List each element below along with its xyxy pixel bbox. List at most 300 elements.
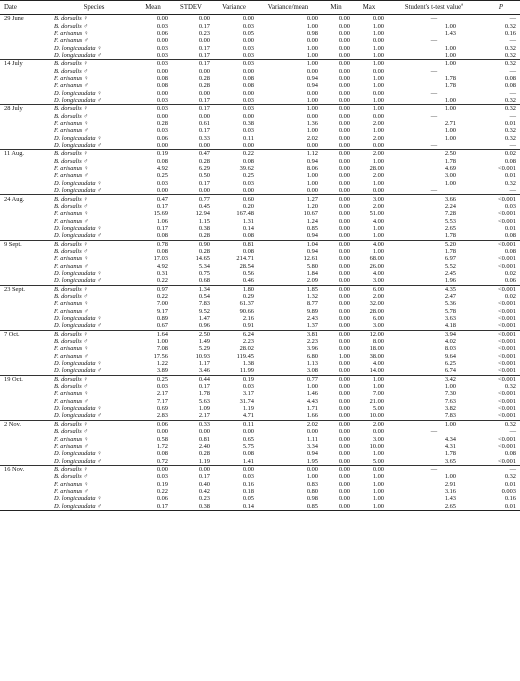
sex-symbol: ♂ [97,142,102,150]
max-cell: 1.00 [372,82,384,90]
table-row [0,277,520,285]
stdev-cell: 12.94 [195,210,210,218]
max-cell: 28.00 [369,307,384,315]
min-cell: 0.00 [338,67,350,75]
max-cell: 14.00 [369,367,384,375]
stdev-cell: 0.17 [170,60,212,68]
species-cell [52,60,136,68]
t-test-cell: 1.96 [444,277,456,285]
species-cell [52,263,136,270]
p-cell: 0.003 [501,487,516,495]
date-cell [0,225,52,232]
max-cell: 28.00 [369,165,384,173]
sex-symbol: ♂ [97,51,102,59]
species-cell [52,195,136,203]
table-row [0,443,520,450]
species-name: F. arisanus [54,262,83,270]
p-cell: <0.001 [498,457,516,465]
mean-cell: 0.00 [156,37,168,45]
max-cell: 32.00 [369,300,384,308]
stdev-cell: 1.78 [198,390,210,398]
species-cell [52,37,136,44]
header-t-test-note: a [461,1,464,7]
max-cell: 2.00 [372,134,384,142]
sex-symbol: ♂ [83,82,89,90]
variance-cell: 0.05 [242,29,254,37]
t-test-cell: 3.66 [386,195,482,203]
variance-cell: 0.03 [242,383,254,391]
t-test-cell: 1.00 [444,127,456,135]
mean-cell: 1.06 [156,217,168,225]
species-cell [52,68,136,75]
min-cell: 0.00 [338,292,350,300]
max-cell: 4.00 [372,269,384,277]
t-test-cell: 1.43 [444,29,456,37]
t-test-cell: 7.30 [444,390,456,398]
species-name: D. longicaudata [54,405,96,413]
t-test-cell: — [430,187,438,195]
p-cell: 0.32 [482,105,520,113]
species-name: D. longicaudata [54,322,96,330]
variance-cell: 4.71 [242,412,254,420]
min-cell: 0.00 [320,420,352,428]
date-cell [0,345,52,352]
species-cell [52,75,136,82]
variance-mean-cell: 0.00 [306,37,318,45]
variance-cell: 119.45 [236,352,254,360]
t-test-cell: 1.43 [444,495,456,503]
variance-mean-cell: 1.32 [306,292,318,300]
variance-cell: 1.80 [212,285,256,293]
p-cell: 0.32 [504,134,516,142]
table-row [0,481,520,488]
date-cell [0,495,52,502]
max-cell: 0.00 [372,112,384,120]
variance-mean-cell: 1.00 [306,44,318,52]
sex-symbol: ♀ [83,240,89,248]
species-name: B. dorsalis [54,420,82,428]
stdev-cell: 2.17 [198,412,210,420]
stdev-cell: 0.28 [198,82,210,90]
species-cell [52,113,136,120]
species-name: D. longicaudata [54,360,96,368]
t-test-cell: 6.97 [444,255,456,263]
min-cell: 0.00 [338,255,350,263]
species-name: B. dorsalis [54,375,82,383]
min-cell: 0.00 [320,330,352,338]
sex-symbol: ♂ [83,22,89,30]
table-row [0,172,520,179]
variance-mean-cell: 0.00 [306,428,318,436]
mean-cell: 4.92 [156,262,168,270]
p-cell: 0.32 [504,179,516,187]
variance-mean-cell: 1.24 [306,217,318,225]
date-cell: 11 Aug. [0,150,52,158]
max-cell: 10.00 [369,442,384,450]
variance-mean-cell: 0.94 [306,157,318,165]
sex-symbol: ♂ [83,67,89,75]
max-cell: 2.00 [372,202,384,210]
t-test-cell: 6.25 [444,360,456,368]
table-row [0,158,520,165]
variance-cell: 167.48 [236,210,254,218]
species-name: F. arisanus [54,255,83,263]
date-cell [0,338,52,345]
min-cell: 0.00 [320,105,352,113]
p-cell: — [482,465,520,473]
table-row [0,165,520,172]
max-cell: 1.00 [372,383,384,391]
mean-cell: 0.00 [156,187,168,195]
mean-cell: 9.17 [156,307,168,315]
species-name: F. arisanus [54,165,83,173]
variance-cell: 0.08 [242,82,254,90]
date-cell [0,30,52,37]
variance-mean-cell: 8.77 [306,300,318,308]
sex-symbol: ♂ [97,367,102,375]
mean-cell: 0.03 [156,383,168,391]
table-row [0,420,520,428]
sex-symbol: ♂ [83,262,89,270]
variance-mean-cell: 3.08 [306,367,318,375]
species-cell [52,180,136,187]
date-cell [0,293,52,300]
variance-cell: 0.08 [242,157,254,165]
variance-cell: 0.91 [242,322,254,330]
stdev-cell: 0.17 [198,51,210,59]
species-name: B. dorsalis [54,428,82,436]
t-test-cell: 1.00 [444,97,456,105]
date-cell [0,127,52,134]
sex-symbol: ♀ [83,210,89,218]
p-cell: <0.001 [498,352,516,360]
max-cell: 1.00 [372,75,384,83]
stdev-cell: 0.42 [198,487,210,495]
stdev-cell: 0.77 [170,195,212,203]
t-test-cell: 4.31 [444,442,456,450]
t-test-cell: 1.00 [386,105,482,113]
p-cell: 0.01 [504,120,516,128]
variance-cell: 39.62 [239,165,254,173]
max-cell: 1.00 [372,157,384,165]
species-name: F. arisanus [54,127,83,135]
min-cell: 0.00 [320,150,352,158]
species-name: F. arisanus [54,82,83,90]
sex-symbol: ♂ [83,202,89,210]
sex-symbol: ♂ [97,322,102,330]
mean-cell: 0.17 [136,503,170,511]
variance-cell: 0.03 [242,127,254,135]
species-cell [52,232,136,240]
t-test-cell: 1.78 [444,157,456,165]
p-cell: <0.001 [498,210,516,218]
date-cell [0,97,52,105]
p-cell: <0.001 [498,412,516,420]
sex-symbol: ♂ [83,473,89,481]
mean-cell: 0.08 [156,247,168,255]
mean-cell: 0.06 [156,495,168,503]
stdev-cell: 1.47 [198,315,210,323]
t-test-cell: 4.18 [444,322,456,330]
t-test-cell: 3.82 [444,405,456,413]
species-cell [52,240,136,248]
date-cell [0,203,52,210]
variance-mean-cell: 0.00 [306,142,318,150]
sex-symbol: ♀ [97,179,102,187]
table-row [0,338,520,345]
species-name: F. arisanus [54,29,83,37]
max-cell: 0.00 [372,37,384,45]
variance-cell: 0.08 [242,75,254,83]
max-cell: 4.00 [352,240,386,248]
stdev-cell: 1.19 [198,457,210,465]
variance-cell: 28.02 [239,345,254,353]
variance-mean-cell: 0.94 [306,232,318,240]
species-name: F. arisanus [54,37,83,45]
variance-mean-cell: 1.36 [306,120,318,128]
p-cell: <0.001 [498,397,516,405]
sex-symbol: ♂ [97,457,102,465]
max-cell: 1.00 [372,179,384,187]
sex-symbol: ♂ [83,217,89,225]
p-cell: 0.08 [504,82,516,90]
t-test-cell: 9.64 [444,352,456,360]
min-cell: 0.00 [338,165,350,173]
species-name: B. dorsalis [54,247,82,255]
date-cell [0,142,52,150]
p-cell: 0.02 [482,150,520,158]
variance-mean-cell: 0.77 [256,375,320,383]
species-cell [52,481,136,488]
t-test-cell: 7.83 [444,412,456,420]
p-cell: — [509,142,516,150]
date-cell: 28 July [0,105,52,113]
max-cell: 1.00 [372,97,384,105]
table-row [0,473,520,480]
min-cell: 0.00 [338,37,350,45]
table-row [0,37,520,44]
species-cell [52,105,136,113]
table-row [0,203,520,210]
stdev-cell: 0.00 [198,142,210,150]
species-cell [52,30,136,37]
mean-cell: 0.47 [136,195,170,203]
variance-mean-cell: 2.43 [306,315,318,323]
species-cell [52,488,136,495]
table-row [0,97,520,105]
t-test-cell: 1.00 [386,60,482,68]
p-cell: <0.001 [498,262,516,270]
date-cell [0,367,52,375]
table-row [0,68,520,75]
p-cell: — [509,89,516,97]
species-name: F. arisanus [54,390,83,398]
species-name: B. dorsalis [54,67,82,75]
sex-symbol: ♀ [97,450,102,458]
p-cell: 0.06 [504,277,516,285]
variance-mean-cell: 1.20 [306,202,318,210]
table-row [0,457,520,465]
variance-mean-cell: 0.80 [306,487,318,495]
stdev-cell: 9.52 [198,307,210,315]
min-cell: 0.00 [320,465,352,473]
min-cell: 0.00 [338,345,350,353]
sex-symbol: ♂ [83,127,89,135]
variance-mean-cell: 1.66 [306,412,318,420]
species-cell [52,82,136,89]
date-cell: 29 June [4,15,24,23]
stdev-cell: 2.50 [170,330,212,338]
sex-symbol: ♀ [83,105,89,113]
min-cell: 0.00 [338,360,350,368]
max-cell: 51.00 [369,210,384,218]
t-test-cell: 2.47 [444,292,456,300]
max-cell: 1.00 [352,503,386,511]
max-cell: 1.00 [372,22,384,30]
p-cell: <0.001 [498,165,516,173]
mean-cell: 0.25 [136,375,170,383]
sex-symbol: ♂ [83,383,89,391]
table-row [0,113,520,120]
p-cell: <0.001 [482,285,520,293]
max-cell: 0.00 [372,67,384,75]
mean-cell: 0.89 [156,315,168,323]
mean-cell: 0.00 [156,112,168,120]
table-row [0,465,520,473]
date-cell [0,322,52,330]
mean-cell: 7.00 [156,300,168,308]
variance-cell: 0.03 [242,97,254,105]
variance-cell: 214.71 [236,255,254,263]
min-cell: 0.00 [338,435,350,443]
variance-cell: 0.46 [242,277,254,285]
stdev-cell: 0.38 [198,224,210,232]
sex-symbol: ♀ [83,75,89,83]
min-cell: 0.00 [338,307,350,315]
date-cell [0,180,52,187]
variance-cell: 0.08 [242,450,254,458]
species-cell [52,285,136,293]
t-test-cell: 1.00 [444,22,456,30]
max-cell: 6.00 [352,285,386,293]
variance-cell: 0.14 [242,224,254,232]
min-cell: 0.00 [338,412,350,420]
date-cell [0,187,52,195]
variance-mean-cell: 0.00 [306,89,318,97]
species-cell [52,165,136,172]
species-name: F. arisanus [54,442,83,450]
mean-cell: 1.72 [156,442,168,450]
min-cell: 0.00 [338,127,350,135]
species-cell [52,172,136,179]
variance-mean-cell: 0.94 [306,247,318,255]
species-cell [52,308,136,315]
min-cell: 0.00 [338,450,350,458]
stdev-cell: 0.40 [198,480,210,488]
mean-cell: 1.64 [136,330,170,338]
variance-cell: 0.00 [242,37,254,45]
stdev-cell: 0.00 [198,67,210,75]
species-cell [52,52,136,60]
variance-cell: 0.03 [242,44,254,52]
variance-mean-cell: 0.00 [256,465,320,473]
species-cell [52,203,136,210]
date-cell [0,68,52,75]
variance-cell: 0.25 [242,172,254,180]
table-row [0,240,520,248]
date-cell [0,412,52,420]
variance-mean-cell: 6.80 [306,352,318,360]
date-cell [0,457,52,465]
sex-symbol: ♂ [83,172,89,180]
table-row [0,315,520,322]
species-name: D. longicaudata [54,224,96,232]
mean-cell: 0.00 [136,465,170,473]
max-cell: 1.00 [372,487,384,495]
stdev-cell: 0.00 [170,465,212,473]
t-test-cell: 1.78 [444,450,456,458]
date-cell [0,308,52,315]
max-cell: 21.00 [369,397,384,405]
mean-cell: 0.69 [156,405,168,413]
species-cell [52,135,136,142]
mean-cell: 2.17 [156,390,168,398]
species-cell [52,23,136,30]
species-cell [52,315,136,322]
stdev-cell: 0.17 [198,383,210,391]
variance-mean-cell: 0.98 [306,29,318,37]
date-cell [0,120,52,127]
variance-mean-cell: 0.85 [306,224,318,232]
header-min: Min [320,1,352,15]
min-cell: 0.00 [338,262,350,270]
mean-cell: 0.08 [156,450,168,458]
t-test-cell: 3.94 [386,330,482,338]
header-date: Date [0,1,52,15]
species-name: F. arisanus [54,487,83,495]
date-cell [0,23,52,30]
max-cell: 1.00 [372,232,384,240]
header-max: Max [352,1,386,15]
sex-symbol: ♂ [83,442,89,450]
stdev-cell: 0.28 [198,247,210,255]
date-cell: 14 July [0,60,52,68]
variance-cell: 0.08 [242,247,254,255]
table-row [0,375,520,383]
mean-cell: 0.03 [136,105,170,113]
stdev-cell: 0.54 [198,292,210,300]
variance-cell: 6.24 [212,330,256,338]
variance-mean-cell: 0.94 [306,75,318,83]
variance-mean-cell: 1.00 [306,97,318,105]
variance-cell: 1.19 [242,405,254,413]
table-header-row [0,1,520,15]
date-cell [0,172,52,179]
species-cell [52,360,136,367]
variance-mean-cell: 0.00 [306,187,318,195]
species-name: D. longicaudata [54,134,96,142]
p-cell: 0.02 [504,269,516,277]
mean-cell: 0.25 [156,172,168,180]
sex-symbol: ♂ [97,232,102,240]
date-cell [0,277,52,285]
stdev-cell: 0.00 [198,187,210,195]
table-row [0,503,520,511]
variance-mean-cell: 5.80 [306,262,318,270]
variance-cell: 1.31 [242,217,254,225]
species-name: D. longicaudata [54,51,96,59]
mean-cell: 7.17 [156,397,168,405]
